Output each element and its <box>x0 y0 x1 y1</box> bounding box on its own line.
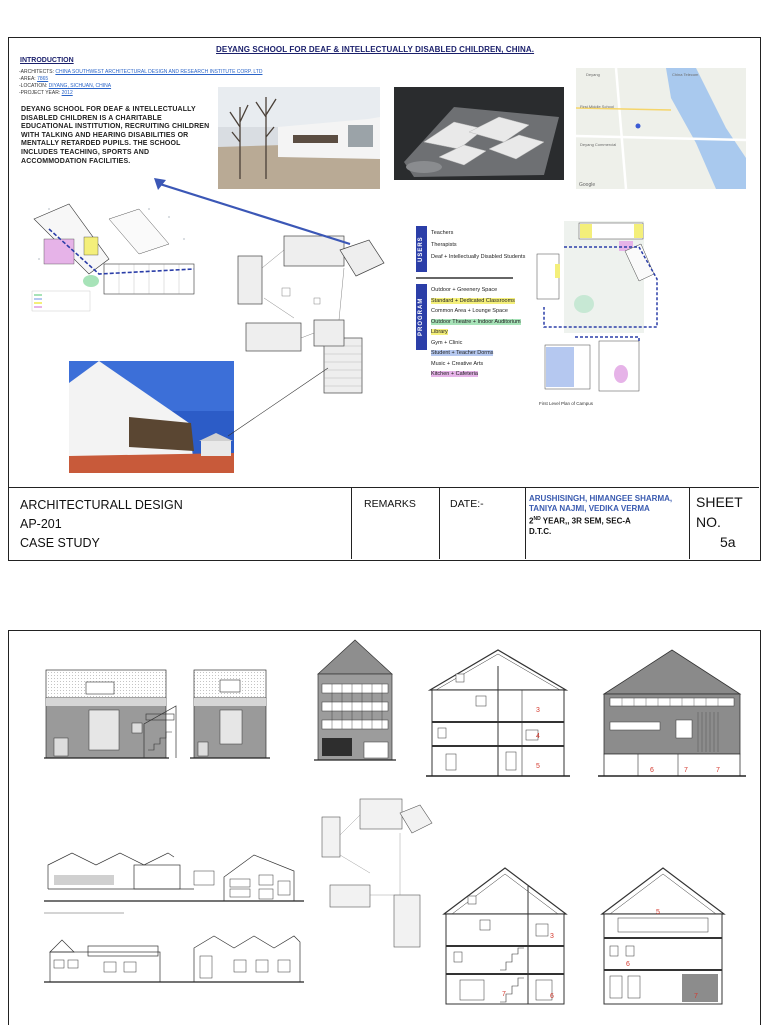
sheet-label-no: NO. <box>696 514 721 530</box>
section-c-label: 3 <box>550 933 554 940</box>
program-list <box>431 285 521 380</box>
elevation-2 <box>190 668 270 760</box>
title-block-date <box>440 488 526 559</box>
elevation-label: 6 <box>650 767 654 774</box>
sheet-title: DEYANG SCHOOL FOR DEAF & INTELLECTUALLY DISABLED CHILDREN, CHINA. <box>216 45 535 54</box>
meta-location: DIYANG, SICHUAN, CHINA <box>48 83 112 89</box>
section-d-label: 6 <box>626 961 630 968</box>
section-c-label: 6 <box>550 993 554 1000</box>
section-c-label: 7 <box>502 991 506 998</box>
course-title: ARCHITECTURALL DESIGN <box>20 498 183 512</box>
section-d <box>598 866 728 1006</box>
title-block-sheet <box>690 488 759 559</box>
gabled-elevation <box>314 638 396 762</box>
section-a-label: 3 <box>536 707 540 714</box>
meta-architects: CHINA SOUTHWEST ARCHITECTURAL DESIGN AND RESEARCH INSTITUTE CORP. LTD <box>55 69 263 75</box>
site-plan-small <box>320 795 436 949</box>
project-description: DEYANG SCHOOL FOR DEAF & INTELLECTUALLY DISABLED CHILDREN IS A CHARITABLE EDUCATIONAL INSTITUTION, RECRUITING CHILDREN WITH TALKING AND HEARING DISABILITIES OR MENTALLY RETARDED PUPILS. THE SCHOOL INCLUDES TEACHING, SPORTS AND ACCOMMODATION FACILITIES. <box>21 106 210 165</box>
plan-caption: First Level Plan of Campus <box>539 401 594 406</box>
student-names: ARUSHISINGH, HIMANGEE SHARMA, TANIYA NAJMI, VEDIKA VERMA <box>529 494 673 513</box>
long-elevation-2 <box>44 930 304 992</box>
svg-text:Deyang: Deyang <box>586 72 600 77</box>
course-code: AP-201 <box>20 517 62 531</box>
elevation-labeled <box>598 648 746 778</box>
date-label: DATE:- <box>450 498 484 510</box>
location-map <box>576 68 746 189</box>
section-d-label: 7 <box>694 993 698 1000</box>
courtyard-photo <box>218 87 380 189</box>
users-item: Teachers <box>431 230 454 236</box>
title-block-students <box>526 488 690 559</box>
key-divider <box>416 277 513 279</box>
svg-text:First Middle School: First Middle School <box>580 104 615 109</box>
intro-heading: INTRODUCTION <box>20 57 74 64</box>
project-meta: -ARCHITECTS: CHINA SOUTHWEST ARCHITECTURAL DESIGN AND RESEARCH INSTITUTE CORP. LTD -AREA: 7865 -LOCATION: DIYANG, SICHUAN, CHINA -PROJECT YEAR: 2012 <box>19 69 263 96</box>
svg-text:Deyang Commercial: Deyang Commercial <box>580 142 617 147</box>
section-d-label: 5 <box>656 909 660 916</box>
section-c <box>440 866 570 1006</box>
long-elevation-1 <box>44 845 304 917</box>
section-a-label: 5 <box>536 763 540 770</box>
program-label: PROGRAM <box>416 284 427 350</box>
program-item: Common Area + Lounge Space <box>431 308 508 314</box>
program-item: Gym + Clinic <box>431 339 463 346</box>
program-item: Kitchen + Cafeteria <box>431 371 478 377</box>
remarks-label: REMARKS <box>364 498 416 510</box>
program-item: Standard + Dedicated Classrooms <box>431 297 515 304</box>
program-item: Library <box>431 329 448 335</box>
sheet-number: 5a <box>720 534 736 550</box>
student-year: 2ND YEAR,, 3R SEM, SEC-A <box>529 516 631 526</box>
leader-line <box>224 366 334 438</box>
program-item: Music + Creative Arts <box>431 360 484 367</box>
callout-arrow <box>150 176 370 256</box>
student-college: D.T.C. <box>529 526 552 536</box>
campus-plan <box>529 219 670 409</box>
section-a <box>426 646 570 778</box>
aerial-model-photo <box>394 87 564 180</box>
building-photo <box>69 361 234 473</box>
users-label: USERS <box>416 226 427 272</box>
users-list <box>431 227 525 263</box>
course-subject: CASE STUDY <box>20 536 100 550</box>
title-block-course <box>8 488 352 559</box>
users-item: Deaf + Intellectually Disabled Students <box>431 254 526 260</box>
meta-year: 2012 <box>61 90 73 96</box>
program-item: Student + Teacher Dorms <box>431 350 494 356</box>
elevation-1-stair <box>140 684 180 760</box>
program-item: Outdoor + Greenery Space <box>431 287 498 293</box>
sheet-label: SHEET <box>696 494 743 510</box>
title-block-remarks <box>352 488 440 559</box>
map-google-label: Google <box>579 182 596 188</box>
elevation-label: 7 <box>684 767 688 774</box>
section-a-label: 4 <box>536 733 540 740</box>
program-item: Outdoor Theatre + Indoor Auditorium <box>431 318 521 325</box>
elevation-label: 7 <box>716 767 720 774</box>
users-item: Therapists <box>431 242 457 248</box>
meta-area: 7865 <box>37 76 49 82</box>
svg-text:China Telecom: China Telecom <box>672 72 699 77</box>
